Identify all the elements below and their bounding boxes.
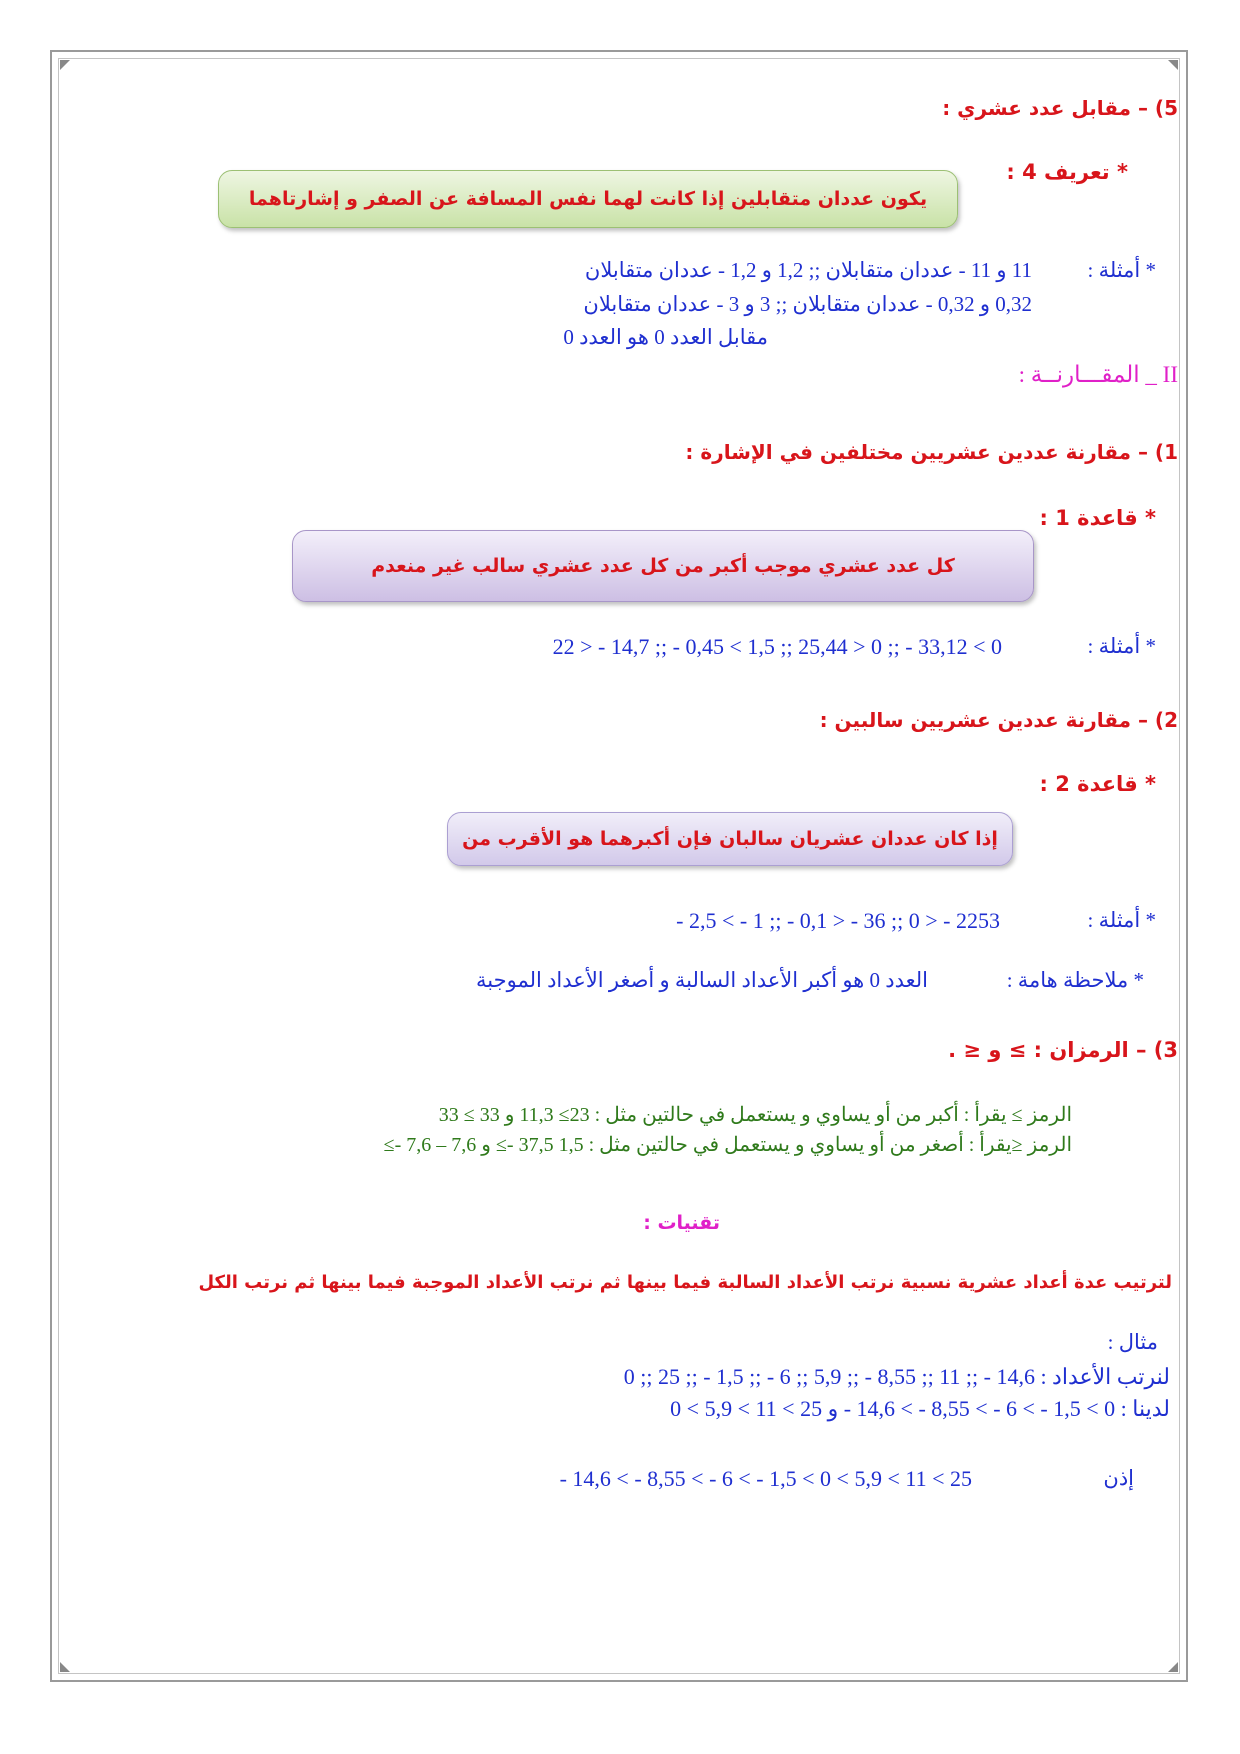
conclusion-values: 25 > 11 > 5,9 > 0 > 1,5 - > 6 - > 8,55 - > 14,6 - xyxy=(559,1466,972,1491)
examples-1-line-1: 11 و 11 - عددان متقابلان ;; 1,2 و 1,2 - عددان متقابلان xyxy=(584,258,1032,282)
examples-3-values: 2253 - < 0 ;; 36 - < 0,1 - ;; 1 - > 2,5 - xyxy=(676,908,1000,933)
section-2-title: 2) – مقارنة عددين عشريين سالبين : xyxy=(819,708,1178,732)
definition-4-text: يكون عددان متقابلين إذا كانت لهما نفس المسافة عن الصفر و إشارتاهما xyxy=(248,188,928,210)
examples-2-label: * أمثلة : xyxy=(1087,634,1156,658)
techniques-title: تقنيات : xyxy=(643,1212,720,1234)
examples-1-line-3: مقابل العدد 0 هو العدد 0 xyxy=(563,325,768,349)
rule-2-label: * قاعدة 2 : xyxy=(1039,772,1156,796)
corner-ornament-top-left xyxy=(60,60,70,70)
symbol-greater-equal-line: الرمز ≥ يقرأ : أكبر من أو يساوي و يستعمل في حالتين مثل : 23≥ 11,3 و 33 ≥ 33 xyxy=(438,1104,1072,1126)
examples-2-values: 0 > 33,12 - ;; 0 < 25,44 ;; 1,5 > 0,45 - ;; 14,7 - < 22 xyxy=(552,634,1002,659)
examples-1-line-2: 0,32 و 0,32 - عددان متقابلان ;; 3 و 3 - عددان متقابلان xyxy=(583,292,1032,316)
definition-4-label: * تعريف 4 : xyxy=(1006,160,1128,184)
conclusion-label: إذن xyxy=(1103,1466,1134,1490)
section-1-title: 1) – مقارنة عددين عشريين مختلفين في الإشارة : xyxy=(685,440,1178,464)
techniques-text: لترتيب عدة أعداد عشرية نسبية نرتب الأعداد السالبة فيما بينها ثم نرتب الأعداد الموجبة فيما بينها ثم نرتب الكل xyxy=(198,1272,1172,1293)
example-line-1: لنرتب الأعداد : 14,6 - ;; 11 ;; 8,55 - ;; 5,9 ;; 6 - ;; 1,5 - ;; 25 ;; 0 xyxy=(623,1364,1170,1389)
examples-1-label: * أمثلة : xyxy=(1087,258,1156,282)
example-label: مثال : xyxy=(1107,1330,1158,1354)
symbol-less-equal-line: الرمز ≤يقرأ : أصغر من أو يساوي و يستعمل في حالتين مثل : 1,5 37,5 -≥ و 7,6 – 7,6 -≥ xyxy=(383,1134,1072,1156)
examples-3-label: * أمثلة : xyxy=(1087,908,1156,932)
example-line-2: لدينا : 0 > 1,5 - > 6 - > 8,55 - > 14,6 - و 25 > 11 > 5,9 > 0 xyxy=(670,1396,1170,1421)
corner-ornament-top-right xyxy=(1168,60,1178,70)
corner-ornament-bottom-right xyxy=(1168,1662,1178,1672)
rule-1-text: كل عدد عشري موجب أكبر من كل عدد عشري سالب غير منعدم xyxy=(371,555,955,577)
rule-1-box xyxy=(292,530,1034,602)
rule-2-text: إذا كان عددان عشريان سالبان فإن أكبرهما هو الأقرب من xyxy=(462,828,998,850)
section-II-title: II _ المقـــارنــة : xyxy=(1018,362,1178,387)
definition-4-box xyxy=(218,170,958,228)
rule-1-label: * قاعدة 1 : xyxy=(1039,506,1156,530)
section-3-title: 3) – الرمزان : ≥ و ≤ . xyxy=(948,1038,1178,1062)
note-text: العدد 0 هو أكبر الأعداد السالبة و أصغر الأعداد الموجبة xyxy=(476,968,928,992)
rule-2-box xyxy=(447,812,1013,866)
corner-ornament-bottom-left xyxy=(60,1662,70,1672)
section-5-title: 5) – مقابل عدد عشري : xyxy=(942,96,1178,120)
note-label: * ملاحظة هامة : xyxy=(1006,968,1144,992)
